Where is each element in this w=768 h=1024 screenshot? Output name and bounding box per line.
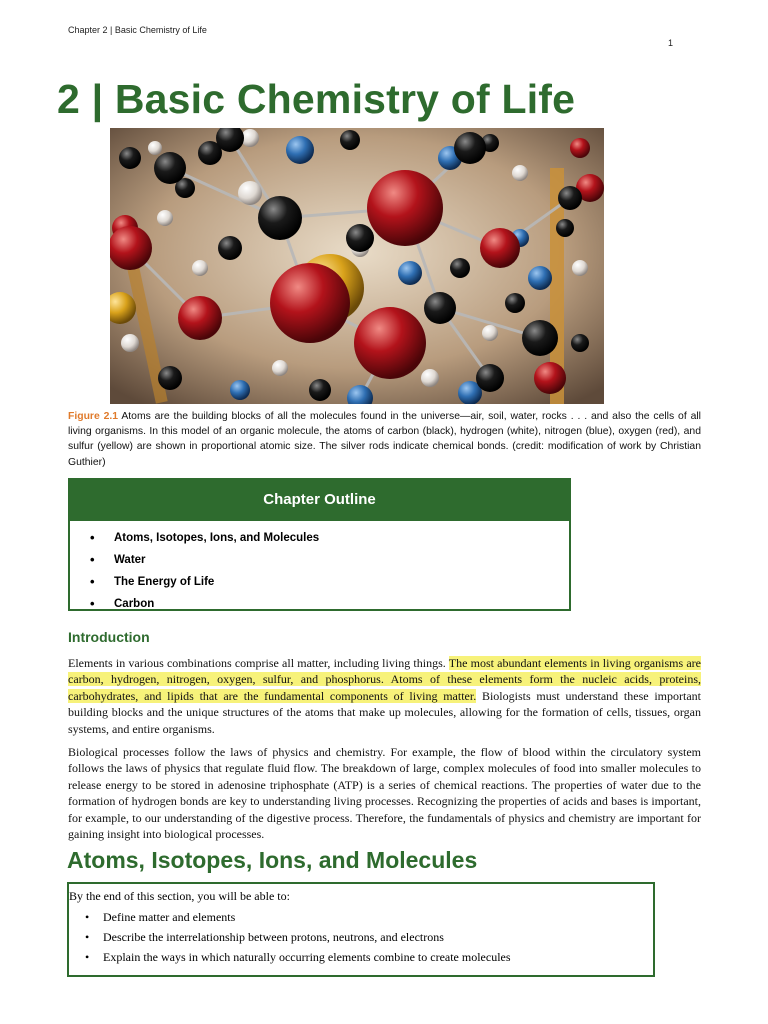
objective-item: • Define matter and elements [85, 907, 653, 927]
chapter-outline-list [70, 527, 569, 615]
introduction-heading: Introduction [68, 629, 150, 645]
outline-item: • Carbon [90, 593, 569, 615]
learning-objectives-list [69, 907, 653, 967]
intro-text: Elements in various combinations comprise all matter, including living things. [68, 656, 449, 670]
outline-item: • Atoms, Isotopes, Ions, and Molecules [90, 527, 569, 549]
intro-text: Biologists must understand these important building blocks and the unique structures of the atoms that make up molecules, allowing for the formation of cells, tissues, organ systems, and entire organisms. [68, 688, 702, 736]
highlighted-text: The most abundant elements in living organisms are carbon, hydrogen, nitrogen, oxygen, sulfur, and phosphorus. Atoms of these elements form the nucleic acids, proteins, carbohydrates, and lipids that are the fundamental components of living matter. [68, 656, 701, 703]
section-heading: Atoms, Isotopes, Ions, and Molecules [67, 847, 478, 873]
running-header: Chapter 2 | Basic Chemistry of Life [68, 25, 207, 35]
learning-objectives-box [67, 882, 655, 977]
learning-objectives-intro: By the end of this section, you will be able to: [69, 889, 290, 903]
figure-caption-text: Atoms are the building blocks of all the molecules found in the universe—air, soil, water, rocks . . . and also the cells of all living organisms. In this model of an organic molecule, the atoms of carbon (black), hydrogen (white), nitrogen (blue), oxygen (red), and sulfur (yellow) are shown in proportional atomic size. The silver rods indicate chemical bonds. (credit: modification of work by Christian Guthier) [68, 411, 701, 468]
molecule-model-photo [110, 128, 604, 404]
page-number: 1 [668, 38, 674, 48]
chapter-outline-title: Chapter Outline [70, 478, 569, 521]
chapter-outline-box [68, 478, 571, 611]
molecule-model-illustration [110, 128, 604, 404]
objective-item: • Describe the interrelationship between protons, neutrons, and electrons [85, 927, 653, 947]
introduction-paragraph-2: Biological processes follow the laws of physics and chemistry. For example, the flow of blood within the circulatory system follows the laws of physics that regulate fluid flow. The breakdown of large, complex molecules of food into smaller molecules to release energy to be stored in adenosine triphosphate (ATP) is a series of chemical reactions. The properties of water due to the formation of hydrogen bonds are key to understanding living processes. Recognizing the properties of acids and bases is important, for example, to our understanding of the digestive process. Therefore, the fundamentals of physics and chemistry are important for gaining insight into biological processes. [68, 745, 701, 842]
outline-item: • Water [90, 549, 569, 571]
outline-item: • The Energy of Life [90, 571, 569, 593]
introduction-paragraph-1 [68, 655, 701, 737]
figure-label: Figure 2.1 [68, 411, 119, 422]
chapter-title: 2 | Basic Chemistry of Life [57, 76, 576, 122]
figure-caption [68, 409, 701, 470]
objective-item: • Explain the ways in which naturally occurring elements combine to create molecules [85, 947, 653, 967]
